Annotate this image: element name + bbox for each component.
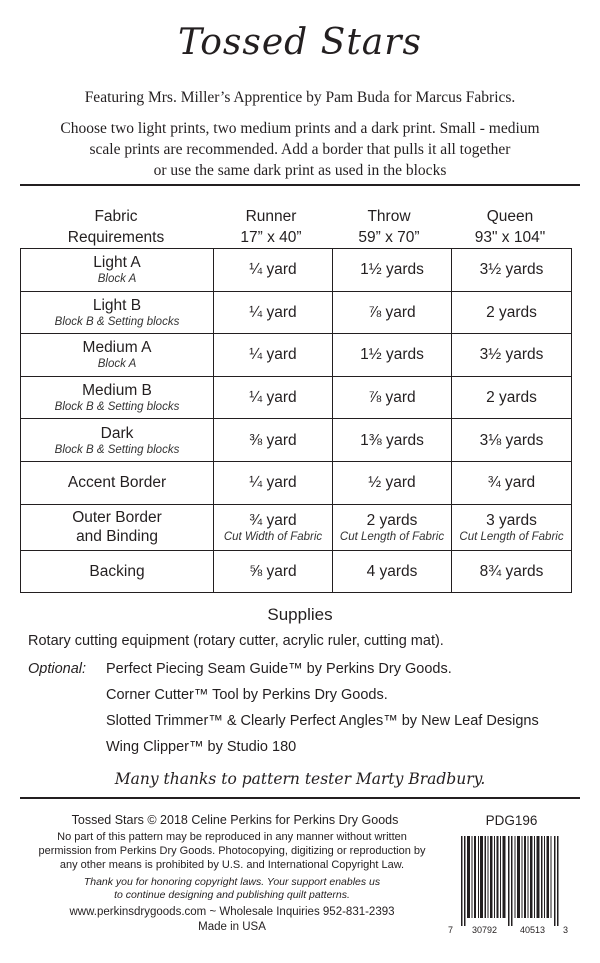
optional-label: Optional:	[28, 661, 87, 677]
runner-cell: ¼ yard	[214, 249, 333, 292]
fabric-name: Dark	[100, 424, 134, 442]
throw-note: Cut Length of Fabric	[339, 530, 445, 543]
header-fabric	[20, 206, 212, 248]
table-row	[21, 249, 572, 292]
fabric-name-cell	[21, 334, 214, 377]
fabric-name: Outer Border	[72, 509, 162, 527]
intro-line: or use the same dark print as used in the blocks	[153, 162, 447, 179]
queen-amount: 3 yards	[486, 511, 537, 529]
intro-line: scale prints are recommended. Add a border that pulls it all together	[89, 141, 511, 158]
barcode-digit: 30792	[472, 925, 498, 935]
thanks-line: Thank you for honoring copyright laws. Your support enables us	[83, 876, 381, 888]
fabric-name: Medium A	[82, 339, 152, 357]
throw-cell: 1½ yards	[333, 249, 452, 292]
header-runner-line2: 17” x 40”	[240, 229, 302, 246]
runner-amount: ¾ yard	[249, 511, 297, 529]
copyright-thanks	[22, 876, 442, 902]
barcode-digit: 40513	[520, 925, 546, 935]
made-in-line: Made in USA	[198, 921, 266, 933]
queen-cell: 2 yards	[452, 291, 572, 334]
website-line: www.perkinsdrygoods.com ~ Wholesale Inquiries 952-831-2393	[69, 906, 395, 918]
divider-top	[20, 184, 580, 186]
barcode-digit: 3	[563, 925, 569, 935]
intro-line: Choose two light prints, two medium prints and a dark print. Small - medium	[60, 120, 540, 137]
supplies-required: Rotary cutting equipment (rotary cutter, acrylic ruler, cutting mat).	[28, 633, 444, 649]
tester-thanks: Many thanks to pattern tester Marty Bradbury.	[114, 770, 486, 788]
queen-cell: 8¾ yards	[452, 550, 572, 593]
queen-cell: 3½ yards	[452, 249, 572, 292]
fabric-name-cell: Accent Border	[21, 461, 214, 504]
optional-item: Wing Clipper™ by Studio 180	[106, 739, 297, 755]
optional-item: Perfect Piecing Seam Guide™ by Perkins Dry Goods.	[106, 661, 452, 677]
queen-cell	[452, 504, 572, 550]
header-queen-line2: 93" x 104"	[474, 229, 546, 246]
fabric-name-cell: Backing	[21, 550, 214, 593]
header-fabric-line1: Fabric	[94, 208, 138, 225]
sku-code: PDG196	[485, 813, 538, 828]
fabric-requirements-table	[20, 248, 572, 593]
supplies-heading: Supplies	[267, 605, 333, 624]
runner-cell: ⅜ yard	[214, 419, 333, 462]
table-row	[21, 334, 572, 377]
table-row	[21, 419, 572, 462]
legal-notice	[22, 830, 442, 872]
runner-cell: ¼ yard	[214, 334, 333, 377]
fabric-name: Light B	[92, 296, 142, 314]
fabric-name-line2: and Binding	[76, 528, 158, 546]
runner-cell: ¼ yard	[214, 376, 333, 419]
header-queen	[448, 206, 572, 248]
legal-line: permission from Perkins Dry Goods. Photocopying, digitizing or reproduction by	[38, 845, 426, 857]
runner-cell: ⅝ yard	[214, 550, 333, 593]
header-queen-line1: Queen	[486, 208, 534, 225]
fabric-name-cell	[21, 504, 214, 550]
runner-cell: ¼ yard	[214, 291, 333, 334]
throw-cell	[333, 504, 452, 550]
featuring-line: Featuring Mrs. Miller’s Apprentice by Pam Buda for Marcus Fabrics.	[84, 89, 516, 106]
fabric-note: Block A	[97, 358, 137, 371]
throw-cell: ½ yard	[333, 461, 452, 504]
fabric-name: Light A	[93, 254, 141, 272]
intro-paragraph	[20, 118, 580, 181]
runner-cell	[214, 504, 333, 550]
table-row	[21, 504, 572, 550]
pattern-title: Tossed Stars	[178, 22, 422, 63]
optional-item: Slotted Trimmer™ & Clearly Perfect Angles™ by New Leaf Designs	[106, 713, 539, 729]
table-row	[21, 291, 572, 334]
header-throw-line1: Throw	[367, 208, 411, 225]
fabric-note: Block B & Setting blocks	[54, 401, 180, 414]
header-throw	[330, 206, 448, 248]
table-row	[21, 461, 572, 504]
optional-item: Corner Cutter™ Tool by Perkins Dry Goods.	[106, 687, 388, 703]
barcode-digit: 7	[448, 925, 454, 935]
fabric-name-cell	[21, 249, 214, 292]
header-runner	[212, 206, 330, 248]
throw-cell: ⅞ yard	[333, 376, 452, 419]
queen-cell: ¾ yard	[452, 461, 572, 504]
legal-line: No part of this pattern may be reproduced in any manner without written	[57, 831, 407, 843]
fabric-name: Medium B	[82, 382, 152, 400]
fabric-note: Block B & Setting blocks	[54, 315, 180, 328]
runner-cell: ¼ yard	[214, 461, 333, 504]
queen-cell: 3½ yards	[452, 334, 572, 377]
queen-note: Cut Length of Fabric	[459, 530, 564, 543]
fabric-note: Block A	[97, 273, 137, 286]
legal-line: any other means is prohibited by U.S. and International Copyright Law.	[59, 859, 405, 871]
table-row	[21, 376, 572, 419]
divider-bottom	[20, 797, 580, 799]
throw-cell: ⅞ yard	[333, 291, 452, 334]
table-row	[21, 550, 572, 593]
header-fabric-line2: Requirements	[67, 229, 165, 246]
header-runner-line1: Runner	[245, 208, 297, 225]
queen-cell: 3⅛ yards	[452, 419, 572, 462]
throw-cell: 1⅜ yards	[333, 419, 452, 462]
thanks-line: to continue designing and publishing quilt patterns.	[114, 889, 350, 901]
fabric-name-cell	[21, 376, 214, 419]
copyright-line: Tossed Stars © 2018 Celine Perkins for Perkins Dry Goods	[71, 813, 399, 827]
runner-note: Cut Width of Fabric	[223, 530, 323, 543]
fabric-note: Block B & Setting blocks	[54, 443, 180, 456]
barcode-icon	[453, 836, 570, 926]
header-throw-line2: 59” x 70”	[358, 229, 420, 246]
throw-cell: 1½ yards	[333, 334, 452, 377]
fabric-name-cell	[21, 291, 214, 334]
queen-cell: 2 yards	[452, 376, 572, 419]
throw-cell: 4 yards	[333, 550, 452, 593]
throw-amount: 2 yards	[366, 511, 418, 529]
fabric-name-cell	[21, 419, 214, 462]
